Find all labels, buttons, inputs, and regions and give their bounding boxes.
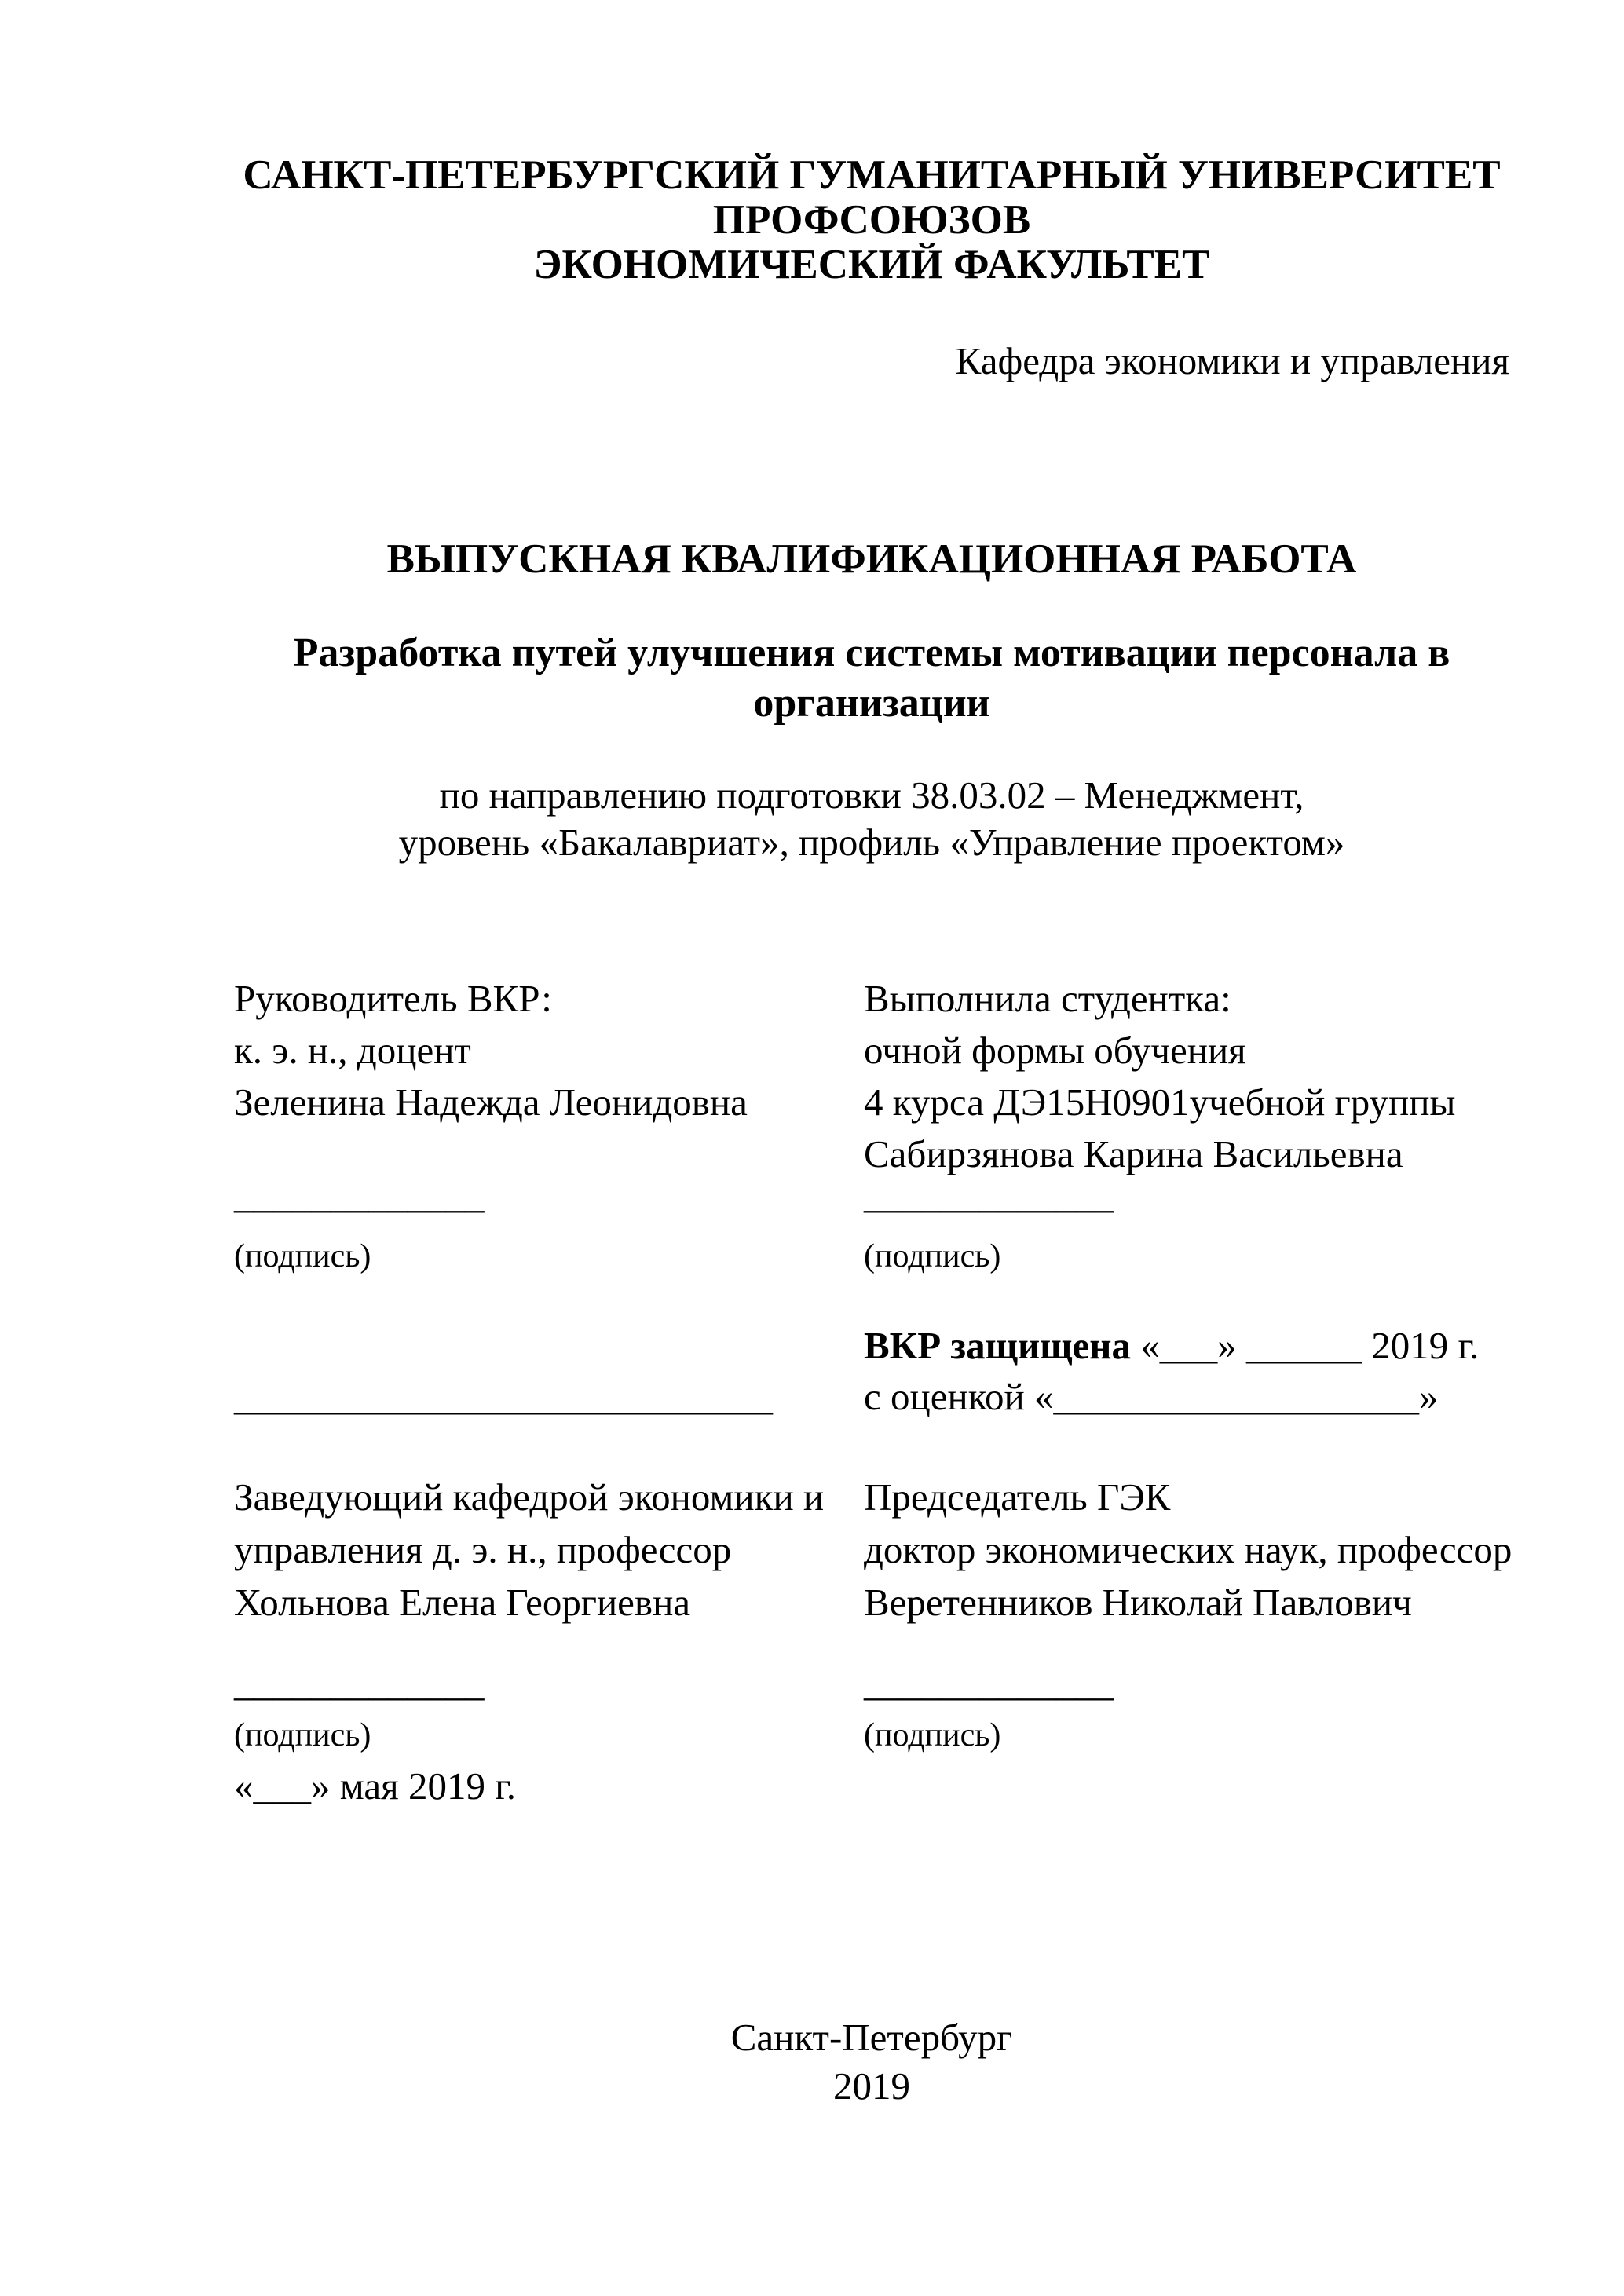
student-group: 4 курса ДЭ15Н0901учебной группы [864,1080,1456,1124]
head-of-department-signature-line: _____________ [234,1661,485,1704]
student-label: Выполнила студентка: [864,977,1231,1020]
supervisor-label: Руководитель ВКР: [234,977,552,1020]
supervisor-signature-caption: (подпись) [234,1238,371,1274]
gec-chair-name: Веретенников Николай Павлович [864,1581,1412,1624]
program-level-profile: уровень «Бакалавриат», профиль «Управление проектом» [398,821,1345,864]
defense-date-line [864,1322,1479,1369]
student-name: Сабирзянова Карина Васильевна [864,1132,1403,1175]
university-name-line1: САНКТ-ПЕТЕРБУРГСКИЙ ГУМАНИТАРНЫЙ УНИВЕРСИТЕТ [243,152,1501,198]
supervisor-degree: к. э. н., доцент [234,1029,471,1072]
supervisor-name: Зеленина Надежда Леонидовна [234,1080,748,1124]
gec-chair-title: Председатель ГЭК [864,1475,1171,1519]
department-name: Кафедра экономики и управления [955,339,1509,382]
defense-grade-line: с оценкой «___________________» [864,1375,1439,1418]
thesis-title-line2: организации [753,681,990,726]
head-of-department-title-line1: Заведующий кафедрой экономики и [234,1475,825,1519]
thesis-title [234,628,1509,729]
student-signature-caption: (подпись) [864,1238,1001,1274]
footer [234,2013,1509,2111]
student-block [864,973,1455,1180]
head-of-department-title-line2: управления д. э. н., профессор [234,1528,732,1571]
defense-defended-label: ВКР защищена [864,1324,1132,1367]
approval-date-line: «___» мая 2019 г. [234,1764,517,1808]
footer-year: 2019 [833,2064,910,2108]
gec-chair-signature-line: _____________ [864,1661,1114,1704]
head-of-department-signature-caption: (подпись) [234,1717,371,1753]
faculty-name: ЭКОНОМИЧЕСКИЙ ФАКУЛЬТЕТ [533,242,1210,287]
student-study-form: очной формы обучения [864,1029,1246,1072]
gec-chair-block [864,1471,1512,1629]
supervisor-signature-line: _____________ [234,1173,485,1216]
university-header [234,153,1509,287]
long-blank-line: ____________________________ [234,1375,773,1418]
supervisor-block [234,973,748,1128]
student-signature-line: _____________ [864,1173,1114,1216]
head-of-department-name: Хольнова Елена Георгиевна [234,1581,691,1624]
gec-chair-degree: доктор экономических наук, профессор [864,1528,1512,1571]
thesis-title-line1: Разработка путей улучшения системы мотивации персонала в [293,631,1450,675]
gec-chair-signature-caption: (подпись) [864,1717,1001,1753]
work-type-heading: ВЫПУСКНАЯ КВАЛИФИКАЦИОННАЯ РАБОТА [386,536,1357,582]
defense-date-blanks: «___» ______ 2019 г. [1140,1324,1480,1367]
footer-city: Санкт-Петербург [730,2016,1013,2059]
university-name-line2: ПРОФСОЮЗОВ [712,197,1031,243]
program-info [234,772,1509,866]
program-direction: по направлению подготовки 38.03.02 – Менеджмент, [439,773,1304,817]
head-of-department-block [234,1471,824,1629]
